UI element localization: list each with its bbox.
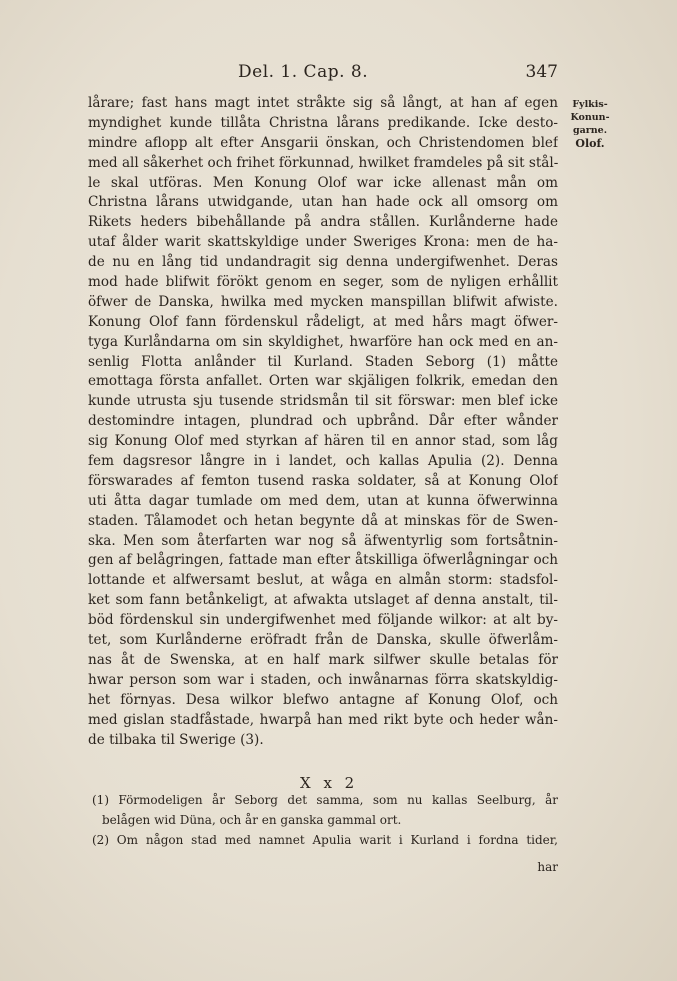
running-title: Del. 1. Cap. 8. (238, 62, 369, 82)
text-line: tyga Kurlåndarna om sin skyldighet, hwarföre han ock med en an- (88, 333, 558, 350)
footnote-1: (1) Förmodeligen år Seborg det samma, som nu kallas Seelburg, år (92, 793, 558, 807)
text-line: destomindre intagen, plundrad och upbrånd. Dår efter wånder (88, 413, 558, 430)
text-line: uti åtta dagar tumlade om med dem, utan at kunna öfwerwinna (88, 492, 558, 509)
text-line: mindre aflopp alt efter Ansgarii önskan, och Christendomen blef (88, 134, 558, 151)
text-line: öfwer de Danska, hwilka med mycken manspillan blifwit afwiste. (88, 293, 558, 310)
margin-note-line: Konun- (570, 112, 610, 123)
text-line: le skal utföras. Men Konung Olof war icke allenast mån om (88, 174, 558, 191)
text-line: med gislan stadfåstade, hwarpå han med rikt byte och heder wån- (88, 711, 558, 728)
text-line: lårare; fast hans magt intet stråkte sig så långt, at han af egen (88, 95, 558, 111)
text-line: böd fördenskul sin undergifwenhet med följande wilkor: at alt by- (88, 612, 558, 629)
margin-note-line: Fylkis- (572, 99, 608, 110)
text-line: med all såkerhet och frihet förkunnad, hwilket framdeles på sit stål- (88, 154, 558, 171)
text-line: fem dagsresor långre in i landet, och kallas Apulia (2). Denna (88, 453, 558, 470)
text-line: Konung Olof fann fördenskul rådeligt, at med hårs magt öfwer- (88, 313, 558, 330)
text-line: de nu en lång tid undandragit sig denna undergifwenhet. Deras (88, 254, 558, 271)
text-line: emottaga första anfallet. Orten war skjäligen folkrik, emedan den (88, 373, 558, 390)
signature-mark: X x 2 (300, 774, 359, 792)
text-line: hwar person som war i staden, och inwånarnas förra skatskyldig- (88, 671, 558, 688)
margin-note-line: garne. (572, 125, 608, 136)
text-line: Christna lårans utwidgande, utan han hade ock all omsorg om (88, 194, 558, 211)
body-text (88, 94, 558, 750)
text-line: kunde utrusta sju tusende stridsmån til sit förswar: men blef icke (88, 393, 558, 410)
footnotes (88, 790, 558, 850)
catchword: har (537, 860, 558, 874)
margin-note-line: Olof. (575, 137, 605, 150)
text-line: lottande et alfwersamt beslut, at wåga en almån storm: stadsfol- (88, 572, 558, 589)
text-line: ska. Men som återfarten war nog så äfwentyrlig som fortsåtnin- (88, 532, 558, 549)
margin-note (565, 98, 615, 150)
text-line: het förnyas. Desa wilkor blefwo antagne af Konung Olof, och (88, 691, 558, 708)
text-line: staden. Tålamodet och hetan begynte då at minskas för de Swen- (88, 512, 558, 529)
text-line: sig Konung Olof med styrkan af hären til en annor stad, som låg (88, 433, 558, 450)
footnote-1-continued: belågen wid Düna, och år en ganska gammal ort. (102, 813, 402, 827)
text-line: tet, som Kurlånderne eröfradt från de Danska, skulle öfwerlåm- (88, 632, 558, 649)
text-line: myndighet kunde tillåta Christna lårans predikande. Icke desto- (88, 114, 558, 131)
page-number: 347 (525, 62, 558, 82)
text-line: förswarades af femton tusend raska soldater, så at Konung Olof (88, 472, 558, 489)
text-line: de tilbaka til Swerige (3). (88, 731, 264, 748)
text-line: senlig Flotta anlånder til Kurland. Staden Seborg (1) måtte (88, 353, 558, 370)
text-line: ket som fann betånkeligt, at afwakta utslaget af denna anstalt, til- (88, 592, 558, 609)
text-line: gen af belågringen, fattade man efter åtskilliga öfwerlågningar och (88, 552, 558, 569)
text-line: utaf ålder warit skattskyldige under Sweriges Krona: men de ha- (88, 234, 558, 251)
text-line: nas åt de Swenska, at en half mark silfwer skulle betalas för (88, 651, 558, 668)
page-header (88, 62, 558, 86)
text-line: Rikets heders bibehållande på andra stållen. Kurlånderne hade (88, 214, 558, 231)
footnote-2: (2) Om någon stad med namnet Apulia warit i Kurland i fordna tider, (92, 833, 558, 847)
text-line: mod hade blifwit förökt genom en seger, som de nyligen erhållit (88, 274, 558, 291)
